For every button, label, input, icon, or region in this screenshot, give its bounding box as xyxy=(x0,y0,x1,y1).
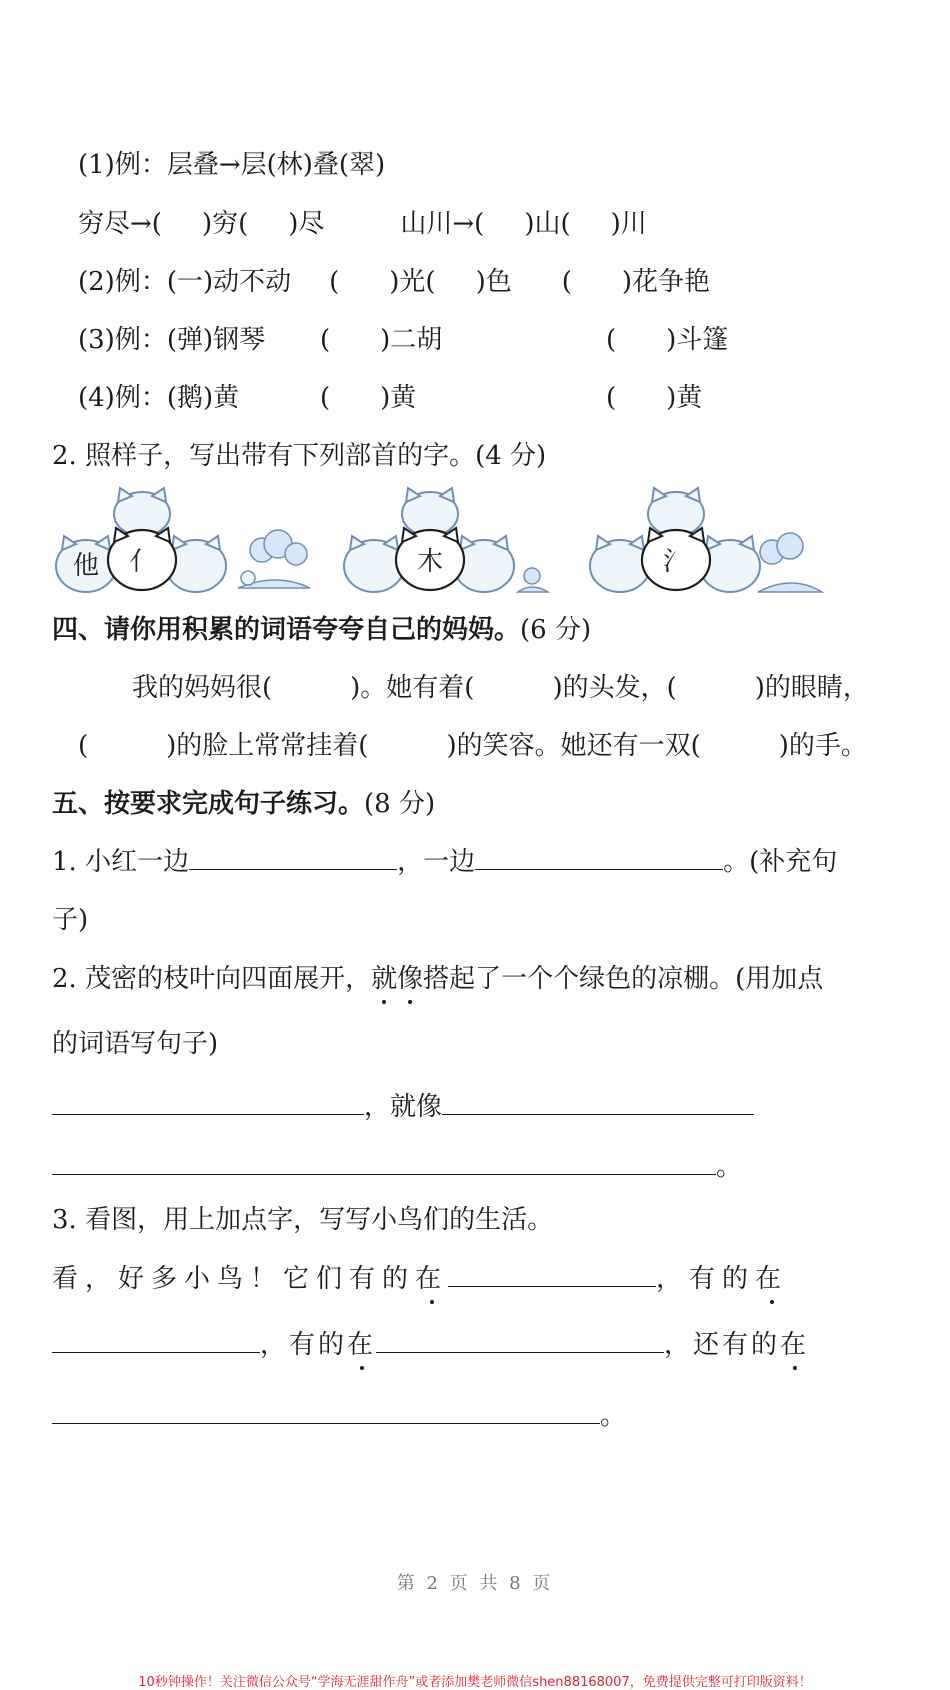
q2-text-c: 的词语写句子) xyxy=(52,1029,219,1059)
exercise-row-2 xyxy=(78,265,710,299)
q3-line-3 xyxy=(52,1399,626,1433)
example-char: 他 xyxy=(72,551,100,581)
q3-dotted-zai-2: 在 xyxy=(755,1264,789,1294)
example-4: (4)例：(鹅)黄 xyxy=(78,383,240,413)
row2-text-a: ( xyxy=(329,267,340,297)
section-4-title: 四、请你用积累的词语夸夸自己的妈妈。 xyxy=(52,615,521,645)
q1-line xyxy=(52,845,837,879)
p2-seg-4: )的手。 xyxy=(778,731,867,761)
row1-text-e: )山( xyxy=(524,209,571,239)
q2-text-d: ，就像 xyxy=(364,1092,443,1122)
row3-text-a: ( xyxy=(320,325,331,355)
q3-dotted-zai-3: 在 xyxy=(347,1330,377,1360)
q3-prompt-text: 3. 看图，用上加点字，写写小鸟们的生活。 xyxy=(52,1205,554,1235)
q2-line-2 xyxy=(52,1027,218,1061)
q3-blank-1[interactable] xyxy=(448,1262,656,1287)
p1-seg-3: )的头发，( xyxy=(552,673,677,703)
q3-text-e: 。 xyxy=(600,1401,627,1431)
q3-text-c: ，有的 xyxy=(260,1330,348,1360)
row2-text-b: )光( xyxy=(389,267,436,297)
promo-banner: 10秒钟操作！关注微信公众号“学海无涯甜作舟”或者添加樊老师微信shen88168007，免费提供完整可打印版资料！ xyxy=(138,1675,812,1690)
row1-text-d: 山川→( xyxy=(400,209,485,239)
q2-dotted-char-2: 像 xyxy=(397,964,424,994)
cloud-plant-icon xyxy=(238,530,310,588)
p2-seg-2: )的脸上常常挂着( xyxy=(166,731,369,761)
exercise-row-4-b xyxy=(320,381,416,415)
q2-blank-2[interactable] xyxy=(442,1090,754,1115)
q2-text-a: 2. 茂密的枝叶向四面展开， xyxy=(52,964,372,994)
q1-blank-2[interactable] xyxy=(475,845,723,870)
q1-text-c: 。(补充句 xyxy=(723,847,838,877)
exercise-row-3-b xyxy=(320,323,442,357)
radical-char: 木 xyxy=(416,547,444,577)
section-4-paragraph-1 xyxy=(132,671,869,705)
section-5-title: 五、按要求完成句子练习。 xyxy=(52,789,365,819)
radical-cats-group-3 xyxy=(566,488,828,596)
p2-seg-1: ( xyxy=(78,731,89,761)
cat-top xyxy=(648,488,704,536)
grass-cloud-icon xyxy=(758,533,822,592)
cat-top xyxy=(402,488,458,536)
section-4-paragraph-2 xyxy=(78,729,867,763)
q1-blank-1[interactable] xyxy=(189,845,397,870)
exercise-row-1 xyxy=(78,207,647,241)
section-4-score: (6 分) xyxy=(520,615,592,645)
row3-text-b: )二胡 xyxy=(380,325,443,355)
exercise-row-3 xyxy=(78,323,265,357)
section-5-score: (8 分) xyxy=(364,789,436,819)
question-2-text: 2. 照样子，写出带有下列部首的字。(4 分) xyxy=(52,441,547,471)
row4-text-d: )黄 xyxy=(666,383,703,413)
section-5-heading xyxy=(52,787,435,821)
section-4-heading xyxy=(52,613,591,647)
q2-blank-1[interactable] xyxy=(52,1090,364,1115)
q2-dotted-char-1: 就 xyxy=(371,964,398,994)
p2-seg-3: )的笑容。她还有一双( xyxy=(446,731,701,761)
page-number: 第 2 页 共 8 页 xyxy=(396,1573,554,1594)
exercise-row-4-c xyxy=(606,381,702,415)
radical-char: 亻 xyxy=(128,547,156,577)
q3-dotted-zai-1: 在 xyxy=(415,1264,449,1294)
row1-text-a: 穷尽→( xyxy=(78,209,162,239)
row2-text-c: )色 xyxy=(475,267,512,297)
example-3: (3)例：(弹)钢琴 xyxy=(78,325,266,355)
row4-text-b: )黄 xyxy=(380,383,417,413)
q3-blank-3[interactable] xyxy=(376,1328,664,1353)
q3-dotted-zai-4: 在 xyxy=(780,1330,810,1360)
q2-text-e: 。 xyxy=(716,1152,743,1182)
example-1: (1)例：层叠→层(林)叠(翠) xyxy=(78,150,386,180)
q3-blank-4[interactable] xyxy=(52,1399,600,1424)
row3-text-d: )斗篷 xyxy=(666,325,729,355)
exercise-row-4 xyxy=(78,381,239,415)
row1-text-b: )穷( xyxy=(201,209,249,239)
radical-char: 氵 xyxy=(662,547,690,577)
question-2-prompt xyxy=(52,439,546,473)
p1-seg-2: )。她有着( xyxy=(350,673,475,703)
example-2: (2)例：(一)动不动 xyxy=(78,267,292,297)
example-row-1 xyxy=(78,148,385,182)
radical-cats-group-1 xyxy=(52,488,314,596)
q2-answer-line-2 xyxy=(52,1150,742,1184)
q2-text-b: 搭起了一个个绿色的凉棚。(用加点 xyxy=(423,964,824,994)
q1-text-a: 1. 小红一边 xyxy=(52,847,190,877)
cat-left xyxy=(590,536,650,592)
exercise-row-3-c xyxy=(606,323,728,357)
row4-text-c: ( xyxy=(606,383,617,413)
flower-icon xyxy=(518,568,548,592)
row2-text-e: )花争艳 xyxy=(621,267,711,297)
p1-seg-4: )的眼睛， xyxy=(754,673,869,703)
q1-text-d: 子) xyxy=(52,905,89,935)
q1-line-2 xyxy=(52,903,88,937)
row1-text-c: )尽 xyxy=(288,209,325,239)
q3-text-a: 看，好多小鸟！它们有的 xyxy=(52,1264,416,1294)
q2-answer-line-1 xyxy=(52,1090,754,1124)
q1-text-b: ，一边 xyxy=(397,847,476,877)
q3-prompt xyxy=(52,1203,553,1237)
row3-text-c: ( xyxy=(606,325,617,355)
cat-top xyxy=(114,488,170,536)
row4-text-a: ( xyxy=(320,383,331,413)
p1-seg-1: 我的妈妈很( xyxy=(132,673,273,703)
row2-text-d: ( xyxy=(561,267,572,297)
q2-line xyxy=(52,962,823,996)
q3-line-1 xyxy=(52,1262,788,1296)
q3-line-2 xyxy=(52,1328,809,1362)
row1-text-f: )川 xyxy=(610,209,647,239)
cat-left xyxy=(344,536,404,592)
q3-text-b: ，有的 xyxy=(656,1264,756,1294)
radical-cats-group-2 xyxy=(340,488,556,596)
q3-blank-2[interactable] xyxy=(52,1328,260,1353)
q2-blank-3[interactable] xyxy=(52,1150,716,1175)
q3-text-d: ，还有的 xyxy=(664,1330,781,1360)
